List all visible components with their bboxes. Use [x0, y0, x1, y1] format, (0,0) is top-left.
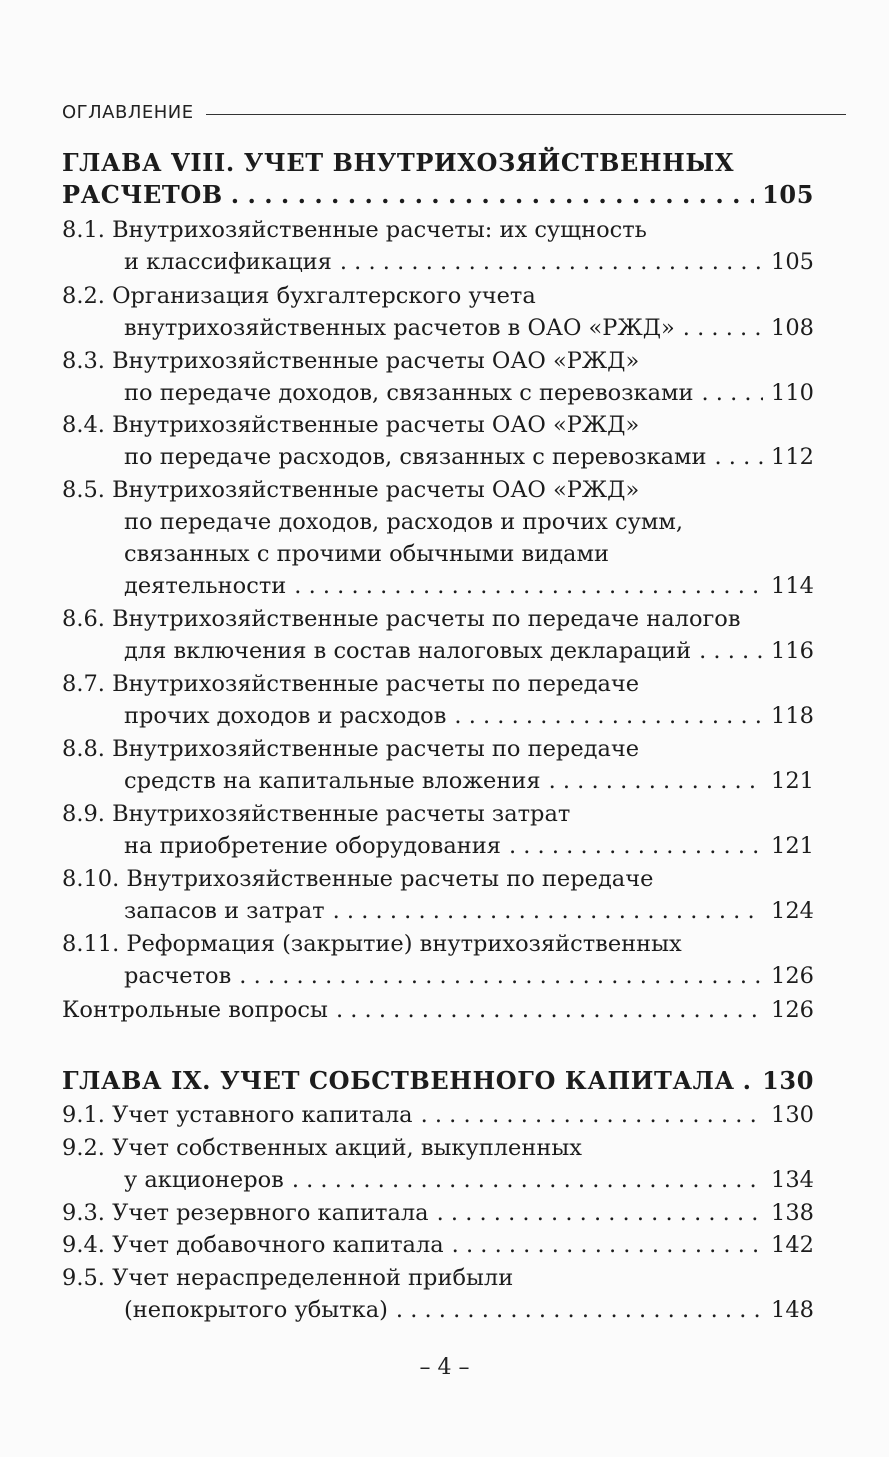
leader-dots — [699, 634, 763, 668]
toc-page-number: 121 — [771, 833, 814, 859]
running-head-label: ОГЛАВЛЕНИЕ — [62, 101, 194, 123]
toc-entry-text: на приобретение оборудования — [124, 833, 501, 859]
toc-section-8-2-cont[interactable] — [124, 311, 814, 345]
leader-dots — [239, 959, 763, 993]
toc-section-9-2 — [62, 1131, 814, 1165]
toc-entry-text: для включения в состав налоговых деклараций — [124, 638, 692, 664]
toc-section-8-2 — [62, 279, 814, 313]
toc-section-9-1[interactable] — [62, 1098, 814, 1132]
toc-section-9-5 — [62, 1261, 814, 1295]
toc-page-number: 116 — [771, 638, 814, 664]
toc-section-8-6-cont[interactable] — [124, 634, 814, 668]
toc-section-8-4 — [62, 408, 814, 442]
toc-entry-text: 8.6. Внутрихозяйственные расчеты по передаче налогов — [62, 606, 741, 632]
toc-entry-text: запасов и затрат — [124, 898, 325, 924]
toc-entry-text: деятельности — [124, 573, 287, 599]
toc-page-number: 138 — [771, 1200, 814, 1226]
toc-section-8-3-cont[interactable] — [124, 376, 814, 410]
leader-dots — [743, 1064, 754, 1098]
toc-entry-text: ГЛАВА VIII. УЧЕТ ВНУТРИХОЗЯЙСТВЕННЫХ — [62, 148, 735, 177]
toc-section-8-10 — [62, 862, 814, 896]
toc-section-8-5-cont2 — [124, 537, 814, 571]
toc-chapter-9[interactable] — [62, 1064, 814, 1098]
toc-page-number: 121 — [771, 768, 814, 794]
toc-entry-text: 8.7. Внутрихозяйственные расчеты по передаче — [62, 671, 640, 697]
toc-page-number: 105 — [771, 249, 814, 275]
leader-dots — [333, 894, 763, 928]
toc-page-number: 126 — [771, 997, 814, 1023]
leader-dots — [509, 829, 763, 863]
running-head-rule — [206, 114, 846, 115]
toc-page-number: 105 — [762, 180, 814, 209]
toc-section-8-5 — [62, 473, 814, 507]
toc-entry-text: 9.2. Учет собственных акций, выкупленных — [62, 1135, 582, 1161]
leader-dots — [294, 569, 763, 603]
toc-entry-text: 9.1. Учет уставного капитала — [62, 1102, 413, 1128]
toc-entry-text: РАСЧЕТОВ — [62, 180, 223, 209]
toc-section-8-5-cont1 — [124, 505, 814, 539]
toc-entry-text: 8.4. Внутрихозяйственные расчеты ОАО «РЖД» — [62, 412, 640, 438]
toc-entry-text: 9.5. Учет нераспределенной прибыли — [62, 1265, 514, 1291]
toc-entry-text: Контрольные вопросы — [62, 997, 328, 1023]
toc-section-8-7 — [62, 667, 814, 701]
toc-section-8-9-cont[interactable] — [124, 829, 814, 863]
toc-section-8-11-cont[interactable] — [124, 959, 814, 993]
toc-page-number: 130 — [771, 1102, 814, 1128]
toc-review-questions[interactable] — [62, 993, 814, 1027]
toc-section-8-9 — [62, 797, 814, 831]
toc-entry-text: и классификация — [124, 249, 332, 275]
toc-entry-text: по передаче доходов, расходов и прочих сумм, — [124, 509, 684, 535]
toc-entry-text: по передаче расходов, связанных с перевозками — [124, 444, 707, 470]
leader-dots — [231, 178, 754, 212]
toc-entry-text: 8.8. Внутрихозяйственные расчеты по передаче — [62, 736, 640, 762]
toc-entry-text: 8.1. Внутрихозяйственные расчеты: их сущность — [62, 217, 647, 243]
leader-dots — [292, 1163, 763, 1197]
toc-entry-text: 8.5. Внутрихозяйственные расчеты ОАО «РЖД» — [62, 477, 640, 503]
leader-dots — [340, 245, 763, 279]
toc-page-number: 110 — [771, 380, 814, 406]
toc-entry-text: 9.3. Учет резервного капитала — [62, 1200, 429, 1226]
toc-chapter-8-title — [62, 146, 814, 180]
toc-section-8-10-cont[interactable] — [124, 894, 814, 928]
toc-page-number: 114 — [771, 573, 814, 599]
leader-dots — [336, 993, 763, 1027]
toc-section-8-3 — [62, 344, 814, 378]
toc-page-number: 118 — [771, 703, 814, 729]
toc-entry-text: у акционеров — [124, 1167, 284, 1193]
toc-entry-text: средств на капитальные вложения — [124, 768, 541, 794]
toc-section-8-8 — [62, 732, 814, 766]
toc-entry-text: 8.3. Внутрихозяйственные расчеты ОАО «РЖД» — [62, 348, 640, 374]
toc-entry-text: по передаче доходов, связанных с перевозками — [124, 380, 694, 406]
toc-entry-text: (непокрытого убытка) — [124, 1297, 388, 1323]
toc-section-8-1 — [62, 213, 814, 247]
leader-dots — [437, 1196, 763, 1230]
toc-page-number: 130 — [762, 1066, 814, 1095]
toc-section-8-1-cont[interactable] — [124, 245, 814, 279]
toc-entry-text: 8.2. Организация бухгалтерского учета — [62, 283, 536, 309]
toc-page-number: 148 — [771, 1297, 814, 1323]
toc-section-8-4-cont[interactable] — [124, 440, 814, 474]
leader-dots — [421, 1098, 763, 1132]
toc-page-number: 134 — [771, 1167, 814, 1193]
toc-entry-text: внутрихозяйственных расчетов в ОАО «РЖД» — [124, 315, 675, 341]
toc-entry-text: связанных с прочими обычными видами — [124, 541, 609, 567]
toc-entry-text: 9.4. Учет добавочного капитала — [62, 1232, 444, 1258]
toc-section-8-7-cont[interactable] — [124, 699, 814, 733]
toc-page-number: 108 — [771, 315, 814, 341]
toc-entry-text: 8.9. Внутрихозяйственные расчеты затрат — [62, 801, 571, 827]
toc-section-8-6 — [62, 602, 814, 636]
running-head — [62, 99, 846, 125]
leader-dots — [715, 440, 764, 474]
leader-dots — [452, 1228, 763, 1262]
toc-page-number: 112 — [771, 444, 814, 470]
toc-section-8-8-cont[interactable] — [124, 764, 814, 798]
toc-section-9-4[interactable] — [62, 1228, 814, 1262]
leader-dots — [549, 764, 763, 798]
toc-section-8-11 — [62, 927, 814, 961]
toc-section-8-5-cont3[interactable] — [124, 569, 814, 603]
toc-entry-text: расчетов — [124, 963, 232, 989]
leader-dots — [701, 376, 763, 410]
toc-entry-text: прочих доходов и расходов — [124, 703, 447, 729]
toc-page-number: 142 — [771, 1232, 814, 1258]
toc-section-9-5-cont[interactable] — [124, 1293, 814, 1327]
toc-page-number: 126 — [771, 963, 814, 989]
leader-dots — [396, 1293, 763, 1327]
toc-section-9-3[interactable] — [62, 1196, 814, 1230]
toc-section-9-2-cont[interactable] — [124, 1163, 814, 1197]
toc-entry-text: ГЛАВА IX. УЧЕТ СОБСТВЕННОГО КАПИТАЛА — [62, 1066, 735, 1095]
leader-dots — [454, 699, 763, 733]
leader-dots — [683, 311, 763, 345]
page-number: – 4 – — [419, 1355, 470, 1380]
toc-page-number: 124 — [771, 898, 814, 924]
toc-entry-text: 8.10. Внутрихозяйственные расчеты по передаче — [62, 866, 654, 892]
toc-entry-text: 8.11. Реформация (закрытие) внутрихозяйственных — [62, 931, 682, 957]
toc-chapter-8[interactable] — [62, 178, 814, 212]
